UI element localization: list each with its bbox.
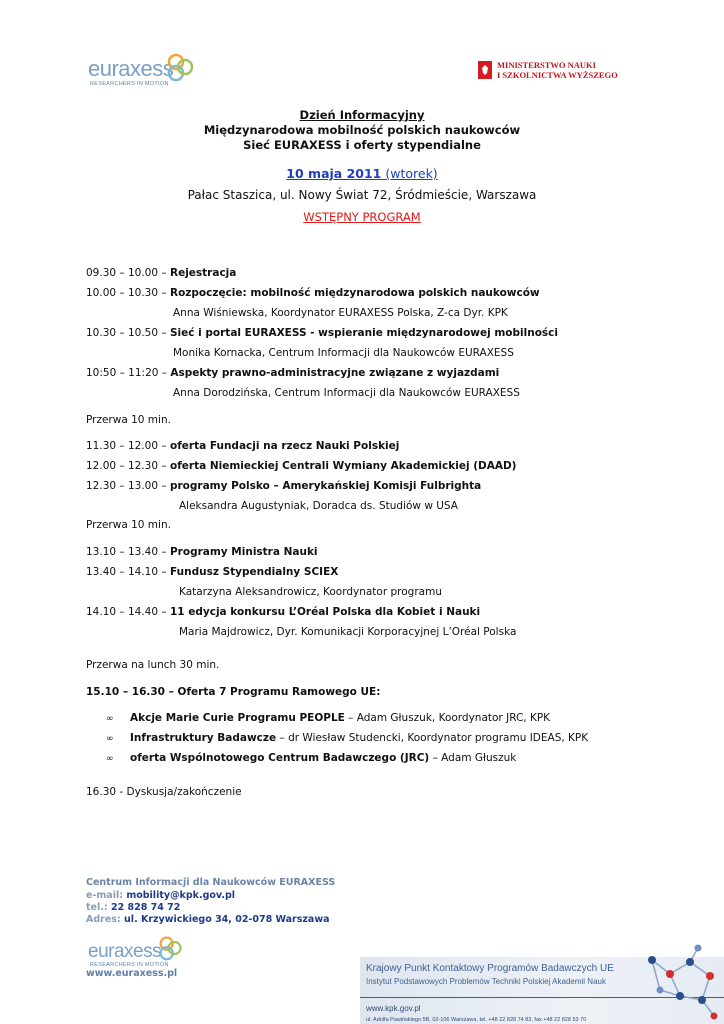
infinity-bullet-icon: ∞ (106, 734, 114, 744)
doc-subtitle-1: Międzynarodowa mobilność polskich naukowców (203, 123, 521, 137)
euraxess-logo (86, 50, 196, 90)
agenda-speaker: Monika Kornacka, Centrum Informacji dla Naukowców EURAXESS (173, 347, 514, 359)
agenda-speaker: Anna Dorodzińska, Centrum Informacji dla Naukowców EURAXESS (173, 387, 520, 399)
logo-tagline: RESEARCHERS IN MOTION (90, 962, 169, 968)
ministry-line2: I SZKOLNICTWA WYŻSZEGO (497, 70, 618, 80)
agenda-item: 12.00 – 12.30 – oferta Niemieckiej Centrali Wymiany Akademickiej (DAAD) (86, 460, 517, 472)
logo-tagline: RESEARCHERS IN MOTION (90, 81, 169, 87)
agenda-item: 11.30 – 12.00 – oferta Fundacji na rzecz Nauki Polskiej (86, 440, 400, 452)
kpk-address: ul. Adolfa Pawińskiego 5B, 02-106 Warszawa, tel. +48 22 828 74 83, fax +48 22 828 53 70 (366, 1017, 587, 1023)
logo-text: euraxess (88, 941, 162, 962)
agenda-speaker: Katarzyna Aleksandrowicz, Koordynator programu (179, 586, 442, 598)
fp7-item: ∞ oferta Wspólnotowego Centrum Badawczego (JRC) – Adam Głuszuk (106, 752, 517, 764)
footer-org: Centrum Informacji dla Naukowców EURAXESS (86, 877, 336, 888)
website-link[interactable]: www.euraxess.pl (86, 968, 178, 979)
footer-tel: tel.: 22 828 74 72 (86, 902, 181, 913)
agenda-item: 14.10 – 14.40 – 11 edycja konkursu L’Oréal Polska dla Kobiet i Nauki (86, 606, 481, 618)
agenda-item: 09.30 – 10.00 – Rejestracja (86, 267, 237, 279)
logo-rings-icon (166, 52, 196, 82)
event-date-link[interactable]: 10 maja 2011 (wtorek) (286, 166, 438, 181)
ministry-line1: MINISTERSTWO NAUKI (497, 60, 596, 70)
break-1: Przerwa 10 min. (86, 414, 171, 426)
infinity-bullet-icon: ∞ (106, 754, 114, 764)
agenda-item: 10:50 – 11:20 – Aspekty prawno-administracyjne związane z wyjazdami (86, 367, 500, 379)
eagle-emblem-icon (478, 61, 492, 79)
agenda-item: 10.30 – 10.50 – Sieć i portal EURAXESS - wspieranie międzynarodowej mobilności (86, 327, 558, 339)
fp7-heading: 15.10 – 16.30 – Oferta 7 Programu Ramowego UE: (86, 686, 381, 698)
ministry-logo (478, 60, 618, 80)
fp7-item: ∞ Infrastruktury Badawcze – dr Wiesław Studencki, Koordynator programu IDEAS, KPK (106, 732, 589, 744)
kpk-website[interactable]: www.kpk.gov.pl (366, 1004, 421, 1013)
agenda-item: 13.40 – 14.10 – Fundusz Stypendialny SCIEX (86, 566, 339, 578)
agenda-speaker: Anna Wiśniewska, Koordynator EURAXESS Polska, Z-ca Dyr. KPK (173, 307, 508, 319)
agenda-speaker: Aleksandra Augustyniak, Doradca ds. Studiów w USA (179, 500, 458, 512)
break-2: Przerwa 10 min. (86, 519, 171, 531)
kpk-title: Krajowy Punkt Kontaktowy Programów Badawczych UE (366, 963, 614, 974)
euraxess-footer-logo (86, 935, 186, 971)
agenda-speaker: Maria Majdrowicz, Dyr. Komunikacji Korporacyjnej L’Oréal Polska (179, 626, 517, 638)
event-place: Pałac Staszica, ul. Nowy Świat 72, Śródmieście, Warszawa (187, 188, 537, 202)
event-date (0, 166, 724, 181)
doc-subtitle-2: Sieć EURAXESS i oferty stypendialne (243, 138, 481, 152)
lunch-break: Przerwa na lunch 30 min. (86, 659, 220, 671)
footer-address: Adres: ul. Krzywickiego 34, 02-078 Warszawa (86, 914, 330, 925)
footer-email: e-mail: mobility@kpk.gov.pl (86, 890, 236, 901)
doc-title: Dzień Informacyjny (299, 108, 425, 122)
logo-rings-icon (158, 935, 184, 961)
agenda-item: 13.10 – 13.40 – Programy Ministra Nauki (86, 546, 318, 558)
logo-text: euraxess (88, 56, 174, 81)
agenda-item: 10.00 – 10.30 – Rozpoczęcie: mobilność międzynarodowa polskich naukowców (86, 287, 540, 299)
kpk-institute: Instytut Podstawowych Problemów Techniki Polskiej Akademii Nauk (366, 977, 606, 986)
agenda-item: 12.30 – 13.00 – programy Polsko – Amerykańskiej Komisji Fulbrighta (86, 480, 482, 492)
closing-item: 16.30 - Dyskusja/zakończenie (86, 786, 242, 798)
program-label: WSTĘPNY PROGRAM (303, 210, 421, 224)
fp7-item: ∞ Akcje Marie Curie Programu PEOPLE – Adam Głuszuk, Koordynator JRC, KPK (106, 712, 551, 724)
email-link[interactable]: mobility@kpk.gov.pl (126, 890, 236, 901)
molecule-network-icon (640, 940, 724, 1024)
infinity-bullet-icon: ∞ (106, 714, 114, 724)
